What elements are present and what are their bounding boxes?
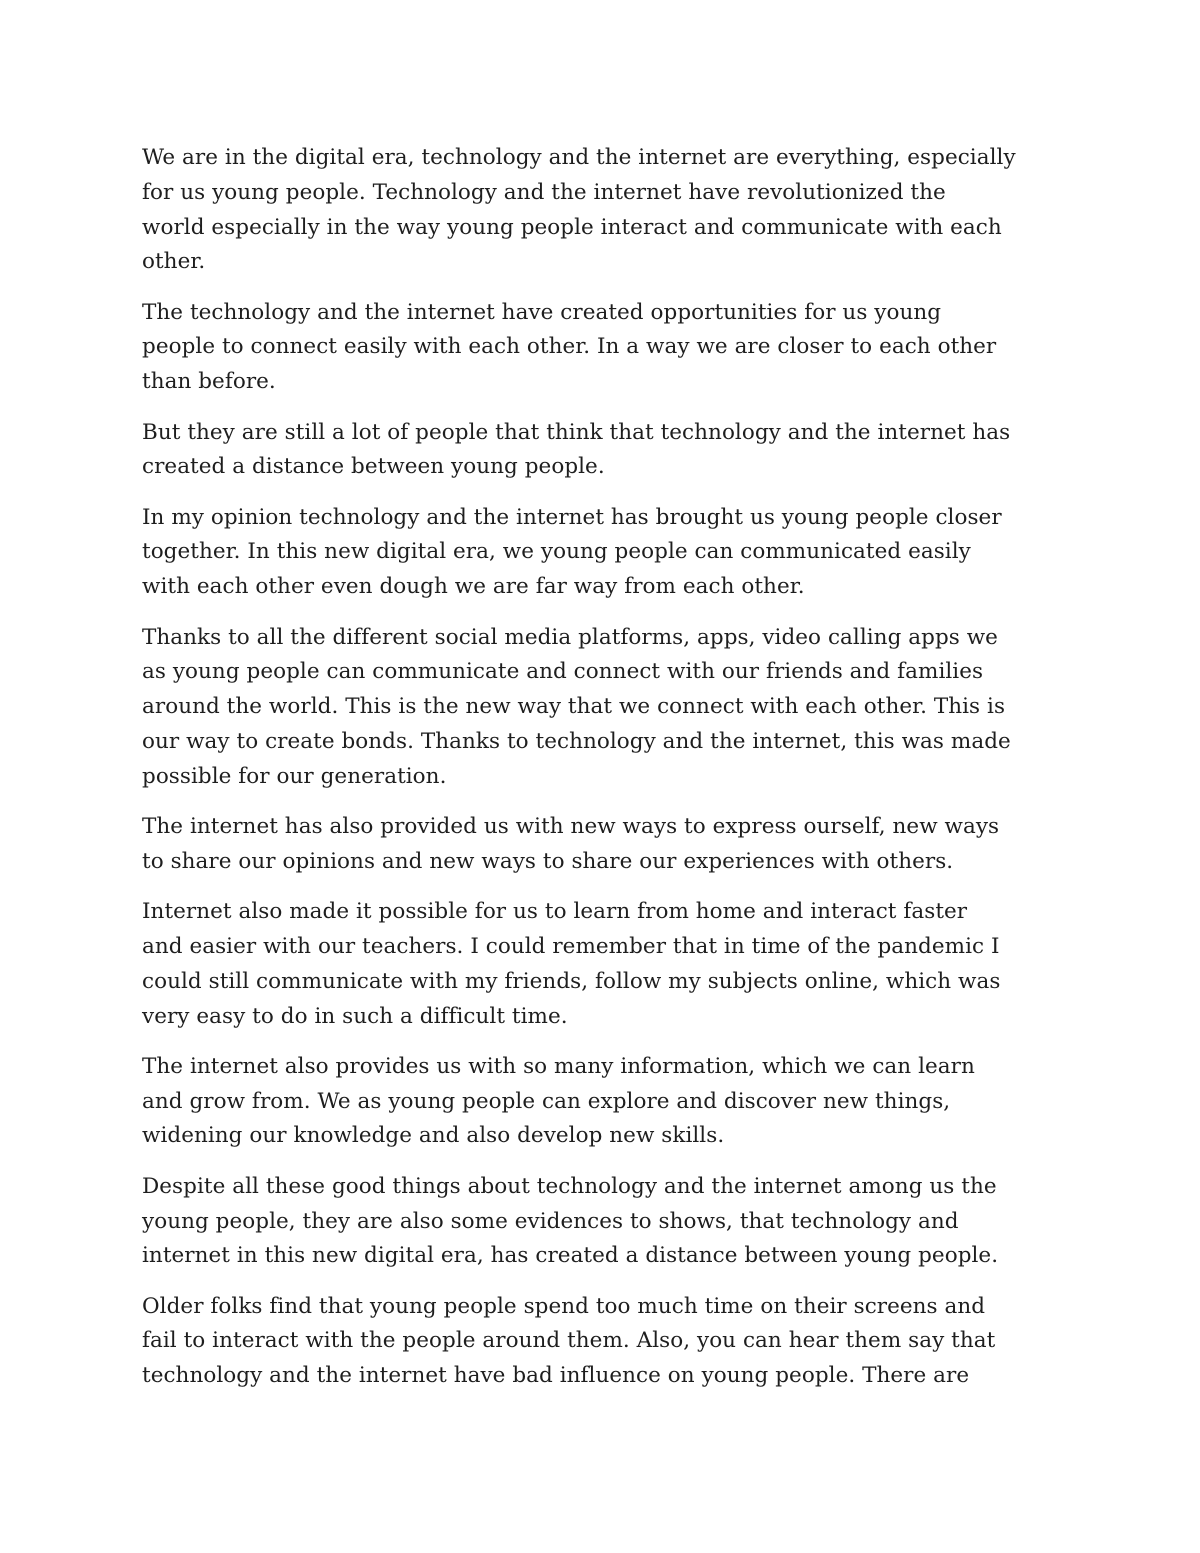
text-line: with each other even dough we are far way from each other. [142,574,805,600]
text-line: Internet also made it possible for us to learn from home and interact faster [142,899,968,925]
text-line: fail to interact with the people around them. Also, you can hear them say that [142,1328,996,1354]
paragraph-6 [142,810,1062,880]
paragraph-8 [142,1050,1062,1154]
text-line: young people, they are also some evidences to shows, that technology and [142,1208,959,1234]
paragraph-2 [142,296,1062,400]
text-line: But they are still a lot of people that think that technology and the internet has [142,419,1011,445]
paragraph-5 [142,621,1062,795]
paragraph-4 [142,501,1062,605]
text-line: Older folks find that young people spend too much time on their screens and [142,1293,986,1319]
text-line: very easy to do in such a difficult time. [142,1003,568,1029]
text-line: our way to create bonds. Thanks to technology and the internet, this was made [142,728,1011,754]
text-line: and grow from. We as young people can explore and discover new things, [142,1088,951,1114]
text-line: around the world. This is the new way that we connect with each other. This is [142,694,1006,720]
text-line: could still communicate with my friends, follow my subjects online, which was [142,968,1001,994]
text-line: and easier with our teachers. I could remember that in time of the pandemic I [142,933,1000,959]
text-line: created a distance between young people. [142,454,605,480]
paragraph-7 [142,895,1062,1034]
text-line: world especially in the way young people interact and communicate with each [142,214,1002,240]
text-line: other. [142,249,206,275]
text-line: Thanks to all the different social media platforms, apps, video calling apps we [142,624,998,650]
text-line: than before. [142,369,276,395]
text-line: In my opinion technology and the internet has brought us young people closer [142,504,1002,530]
paragraph-10 [142,1290,1062,1394]
text-line: to share our opinions and new ways to share our experiences with others. [142,848,954,874]
text-line: widening our knowledge and also develop new skills. [142,1123,725,1149]
text-line: The internet also provides us with so many information, which we can learn [142,1053,975,1079]
text-line: Despite all these good things about technology and the internet among us the [142,1173,997,1199]
text-line: We are in the digital era, technology and the internet are everything, especially [142,145,1016,170]
paragraph-1 [142,141,1062,280]
text-line: as young people can communicate and connect with our friends and families [142,659,984,685]
text-line: technology and the internet have bad influence on young people. There are [142,1363,970,1389]
paragraph-9 [142,1170,1062,1274]
text-line: for us young people. Technology and the internet have revolutionized the [142,179,946,205]
text-line: The technology and the internet have created opportunities for us young [142,299,942,325]
text-line: together. In this new digital era, we young people can communicated easily [142,539,971,565]
paragraph-3 [142,416,1062,486]
text-line: The internet has also provided us with new ways to express ourself, new ways [142,814,1000,840]
text-line: possible for our generation. [142,763,447,789]
document-body [142,141,1062,1410]
text-line: internet in this new digital era, has created a distance between young people. [142,1243,999,1269]
text-line: people to connect easily with each other. In a way we are closer to each other [142,334,997,360]
